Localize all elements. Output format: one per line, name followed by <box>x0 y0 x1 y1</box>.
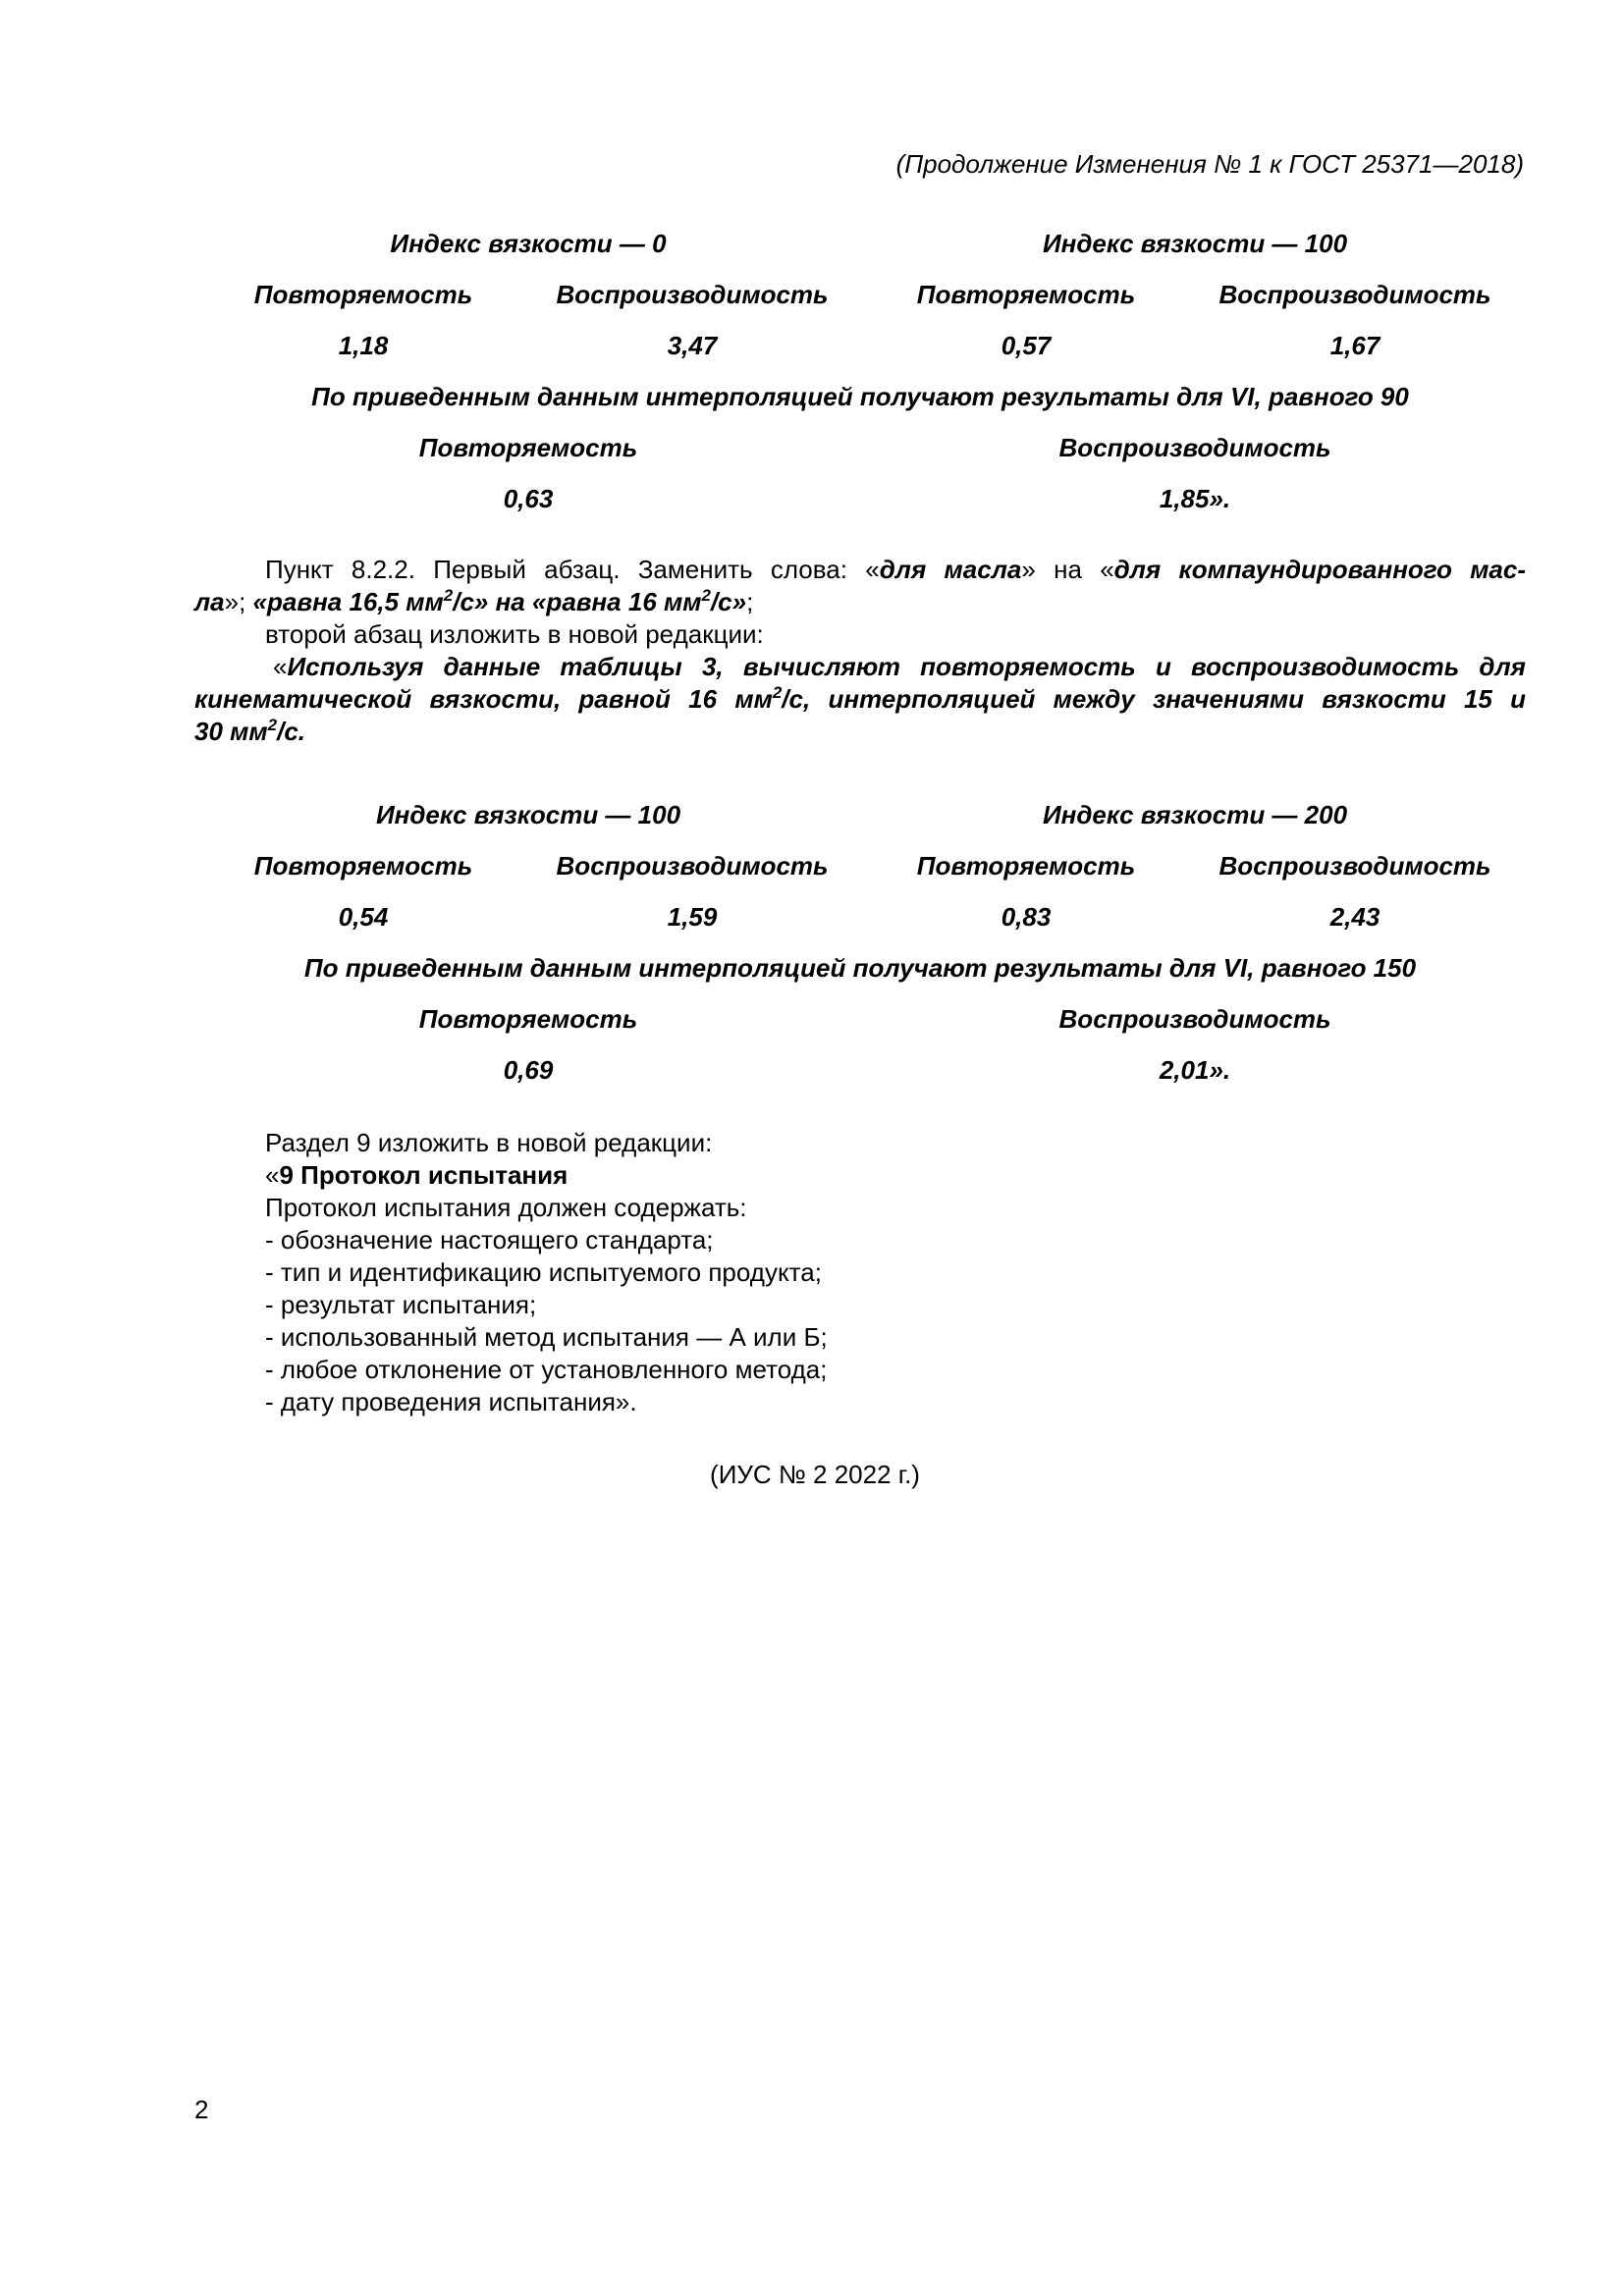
table-cell-value: 1,59 <box>667 902 718 932</box>
table-cell-value: 0,54 <box>338 902 389 932</box>
column-header-repeatability: Повторяемость <box>916 280 1136 309</box>
quoted-text-line: «Используя данные таблицы 3, вычисляют повторяемость и воспроизводимость для <box>273 652 1526 681</box>
page-number: 2 <box>194 2095 209 2124</box>
table-cell-value: 0,83 <box>1001 902 1052 932</box>
paragraph-line: второй абзац изложить в новой редакции: <box>265 619 764 649</box>
column-header-repeatability: Повторяемость <box>916 851 1136 881</box>
list-item: - дату проведения испытания». <box>265 1387 637 1416</box>
group-header-vi-100: Индекс вязкости — 100 <box>1042 229 1348 258</box>
column-header-repeatability: Повторяемость <box>253 851 473 881</box>
paragraph-line: ла»; «равна 16,5 $мм^2/с$» на «равна 16 $мм^2/с$»; <box>194 586 754 616</box>
result-label-reproducibility: Воспроизводимость <box>1058 433 1331 462</box>
section-intro: Раздел 9 изложить в новой редакции: <box>265 1128 713 1157</box>
interpolation-note: По приведенным данным интерполяцией получают результаты для VI, равного 90 <box>311 382 1409 411</box>
section-title: «9 Протокол испытания <box>265 1160 568 1190</box>
group-header-vi-0: Индекс вязкости — 0 <box>390 229 667 258</box>
paragraph-line: Пункт 8.2.2. Первый абзац. Заменить слова: «для масла» на «для компаундированного мас- <box>265 555 1527 584</box>
column-header-reproducibility: Воспроизводимость <box>556 851 829 881</box>
continuation-header: (Продолжение Изменения № 1 к ГОСТ 25371—2018) <box>895 149 1524 179</box>
quoted-text-line: кинематической вязкости, равной 16 $мм^2/с$, интерполяцией между значениями вязкости 15 и <box>194 683 1527 714</box>
quoted-text-line: 30 $мм^2/с$. <box>194 716 306 746</box>
column-header-reproducibility: Воспроизводимость <box>1218 851 1491 881</box>
result-value-repeatability: 0,63 <box>503 484 554 513</box>
result-value-reproducibility: 2,01». <box>1159 1055 1231 1085</box>
result-value-reproducibility: 1,85». <box>1159 484 1231 513</box>
column-header-repeatability: Повторяемость <box>253 280 473 309</box>
table-cell-value: 0,57 <box>1001 331 1052 360</box>
table-cell-value: 1,67 <box>1329 331 1380 360</box>
list-item: - обозначение настоящего стандарта; <box>265 1225 714 1255</box>
group-header-vi-100: Индекс вязкости — 100 <box>375 800 681 829</box>
list-item: - любое отклонение от установленного метода; <box>265 1355 828 1384</box>
result-label-reproducibility: Воспроизводимость <box>1058 1004 1331 1034</box>
result-label-repeatability: Повторяемость <box>418 433 638 462</box>
column-header-reproducibility: Воспроизводимость <box>556 280 829 309</box>
list-item: - тип и идентификацию испытуемого продукта; <box>265 1257 822 1287</box>
result-value-repeatability: 0,69 <box>503 1055 554 1085</box>
ius-reference: (ИУС № 2 2022 г.) <box>710 1460 920 1489</box>
list-item: - использованный метод испытания — А или Б; <box>265 1322 828 1352</box>
interpolation-note: По приведенным данным интерполяцией получают результаты для VI, равного 150 <box>303 953 1417 983</box>
section-lead: Протокол испытания должен содержать: <box>265 1193 747 1222</box>
table-cell-value: 1,18 <box>338 331 389 360</box>
list-item: - результат испытания; <box>265 1290 537 1319</box>
result-label-repeatability: Повторяемость <box>418 1004 638 1034</box>
table-cell-value: 3,47 <box>667 331 718 360</box>
table-cell-value: 2,43 <box>1329 902 1380 932</box>
group-header-vi-200: Индекс вязкости — 200 <box>1042 800 1348 829</box>
column-header-reproducibility: Воспроизводимость <box>1218 280 1491 309</box>
